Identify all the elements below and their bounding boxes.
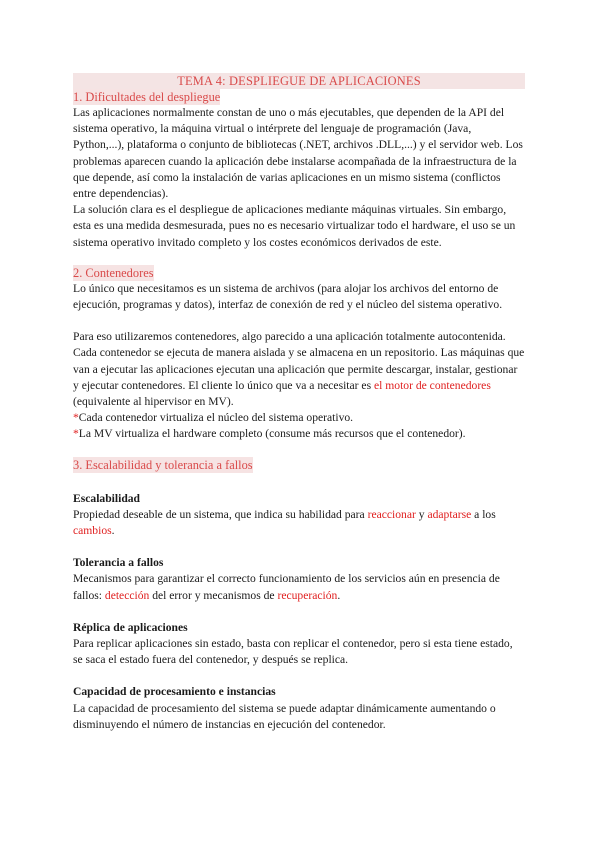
tolerancia-text-3: . — [337, 588, 341, 602]
section-heading-escalabilidad-text: 3. Escalabilidad y tolerancia a fallos — [73, 457, 253, 472]
note-mv-text: La MV virtualiza el hardware completo (consume más recursos que el contenedor). — [78, 427, 466, 441]
tolerancia-text-1: Mecanismos para garantizar el correcto funcionamiento de los servicios aún en presencia de fallos: — [73, 572, 500, 602]
paragraph-contenedores — [73, 329, 525, 410]
note-contenedor-text: Cada contenedor virtualiza el núcleo del sistema operativo. — [78, 411, 354, 425]
escalabilidad-text-3: a los — [471, 507, 496, 521]
escalabilidad-text-4: . — [111, 524, 115, 538]
paragraph-solucion-mv: La solución clara es el despliegue de aplicaciones mediante máquinas virtuales. Sin embargo, esta es una medida desmesurada, pues no es necesario virtualizar todo el hardware, el uso se un sistema operativo invitado completo y los costes económicos derivados de este. — [73, 203, 516, 249]
adaptarse-emphasis: adaptarse — [427, 507, 472, 521]
paragraph-replica: Para replicar aplicaciones sin estado, basta con replicar el contenedor, pero si esta tiene estado, se saca el estado fuera del contenedor, y después se replica. — [73, 637, 513, 667]
subheading-capacidad: Capacidad de procesamiento e instancias — [73, 685, 276, 699]
note-contenedor — [73, 410, 525, 426]
tolerancia-text-2: del error y mecanismos de — [149, 588, 278, 602]
recuperacion-emphasis: recuperación — [277, 588, 338, 602]
paragraph-tolerancia — [73, 571, 525, 603]
escalabilidad-text-2: y — [415, 507, 428, 521]
subheading-tolerancia: Tolerancia a fallos — [73, 556, 164, 570]
escalabilidad-text-1: Propiedad deseable de un sistema, que indica su habilidad para — [73, 507, 368, 521]
section-heading-dificultades — [73, 89, 525, 105]
note-asterisk: * — [73, 411, 79, 425]
document-page — [73, 73, 525, 733]
paragraph-escalabilidad — [73, 507, 525, 539]
paragraph-dependencias: Las aplicaciones normalmente constan de uno o más ejecutables, que dependen de la API del sistema operativo, la máquina virtual o intérprete del lenguaje de programación (Java, Python,...), plataforma o conjunto de bibliotecas (.NET, archivos .DLL,...) y el servidor web. Los problemas aparecen cuando la aplicación debe instalarse acompañada de la infraestructura de la que depende, así como la instalación de varias aplicaciones en un mismo sistema (conflictos entre dependencias). — [73, 106, 523, 201]
note-asterisk: * — [73, 427, 79, 441]
section-heading-contenedores — [73, 265, 525, 281]
subheading-escalabilidad: Escalabilidad — [73, 491, 141, 505]
cambios-emphasis: cambios — [73, 524, 112, 538]
paragraph-requisitos: Lo único que necesitamos es un sistema de archivos (para alojar los archivos del entorno de ejecución, programas y datos), interfaz de conexión de red y el núcleo del sistema operativo. — [73, 281, 503, 312]
note-mv — [73, 426, 525, 442]
deteccion-emphasis: detección — [104, 588, 150, 602]
paragraph-contenedores-text: Para eso utilizaremos contenedores, algo parecido a una aplicación totalmente autocontenida. Cada contenedor se ejecuta de manera aislada y se almacena en un repositorio. Las máquinas que van a ejecutar las aplicaciones ejecutan una aplicación que permite descargar, instalar, gestionar y ejecutar contenedores. El cliente lo único que va a necesitar es — [73, 330, 525, 392]
section-heading-contenedores-text: 2. Contenedores — [73, 265, 154, 280]
section-heading-escalabilidad — [73, 457, 525, 473]
document-title: TEMA 4: DESPLIEGUE DE APLICACIONES — [73, 73, 525, 89]
reaccionar-emphasis: reaccionar — [367, 507, 416, 521]
section-heading-dificultades-text: 1. Dificultades del despliegue — [73, 90, 221, 104]
motor-contenedores-emphasis: el motor de contenedores — [373, 378, 491, 392]
paragraph-contenedores-tail: (equivalente al hipervisor en MV). — [73, 395, 234, 409]
subheading-replica: Réplica de aplicaciones — [73, 620, 188, 634]
paragraph-capacidad: La capacidad de procesamiento del sistema se puede adaptar dinámicamente aumentando o disminuyendo el número de instancias en ejecución del contenedor. — [73, 701, 496, 731]
